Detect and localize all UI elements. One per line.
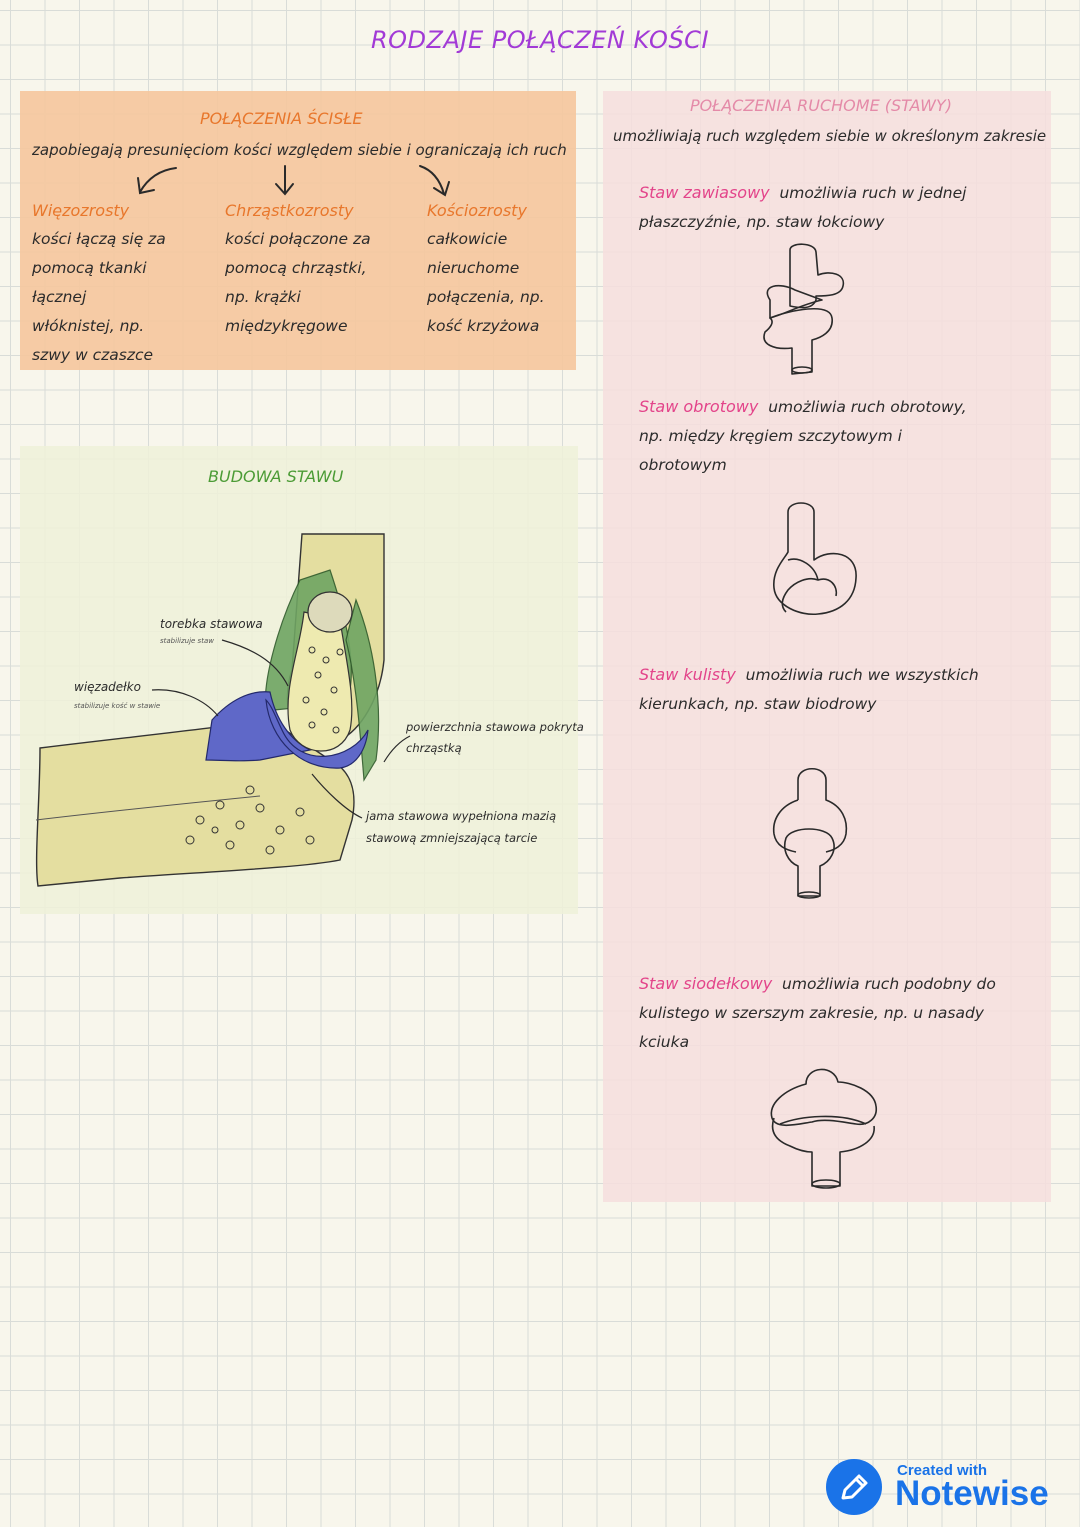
column-line: kości połączone za	[225, 230, 371, 248]
joint-name: Staw siodełkowy	[639, 974, 773, 993]
column-name: Chrząstkozrosty	[225, 201, 354, 220]
column-line: międzykręgowe	[225, 317, 348, 335]
joint-line: kierunkach, np. staw biodrowy	[639, 695, 877, 713]
fixed-joints-subtitle: zapobiegają presunięciom kości względem siebie i ograniczają ich ruch	[32, 141, 567, 159]
column-line: pomocą chrząstki,	[225, 259, 367, 277]
column-name: Więzozrosty	[32, 201, 130, 220]
joint-line: umożliwia ruch obrotowy,	[768, 398, 967, 416]
joint-line: umożliwia ruch w jednej	[779, 184, 967, 202]
movable-joints-subtitle: umożliwiają ruch względem siebie w określonym zakresie	[613, 127, 1047, 145]
label-surface-2: chrząstką	[406, 741, 462, 755]
joint-line: obrotowym	[639, 456, 727, 474]
label-ligament: więzadełko	[74, 680, 141, 694]
label-capsule-sub: stabilizuje staw	[160, 637, 214, 645]
column-line: pomocą tkanki	[32, 259, 147, 277]
joint-structure-heading: BUDOWA STAWU	[208, 467, 344, 486]
marrow-cavity-shape	[308, 592, 352, 632]
joint-line: np. między kręgiem szczytowym i	[639, 427, 902, 445]
label-cavity-2: stawową zmniejszającą tarcie	[366, 831, 538, 845]
column-line: połączenia, np.	[427, 288, 545, 306]
label-surface: powierzchnia stawowa pokryta	[406, 720, 584, 734]
column-name: Kościozrosty	[427, 201, 527, 220]
joint-line: płaszczyźnie, np. staw łokciowy	[639, 213, 885, 231]
label-capsule: torebka stawowa	[160, 617, 263, 631]
column-line: np. krążki	[225, 288, 301, 306]
joint-line: umożliwia ruch we wszystkich	[745, 666, 979, 684]
joint-name: Staw zawiasowy	[639, 183, 770, 202]
column-line: nieruchome	[427, 259, 520, 277]
column-line: kość krzyżowa	[427, 317, 540, 335]
column-line: łącznej	[32, 288, 87, 306]
column-line: włóknistej, np.	[32, 317, 145, 335]
brand-notewise: Notewise	[895, 1474, 1049, 1513]
fixed-joints-heading: POŁĄCZENIA ŚCISŁE	[200, 109, 363, 128]
column-line: kości łączą się za	[32, 230, 166, 248]
label-cavity: jama stawowa wypełniona mazią	[366, 809, 557, 823]
column-line: całkowicie	[427, 230, 508, 248]
movable-joints-heading: POŁĄCZENIA RUCHOME (STAWY)	[690, 96, 952, 115]
leader-line	[152, 690, 218, 716]
joint-line: kciuka	[639, 1033, 690, 1051]
joint-name: Staw obrotowy	[639, 397, 759, 416]
joint-line: kulistego w szerszym zakresie, np. u nasady	[639, 1004, 984, 1022]
page-title: RODZAJE POŁĄCZEŃ KOŚCI	[370, 26, 710, 54]
joint-line: umożliwia ruch podobny do	[782, 975, 996, 993]
label-ligament-sub: stabilizuje kość w stawie	[74, 702, 161, 710]
column-line: szwy w czaszce	[32, 346, 154, 364]
brand-created-with: Created with	[897, 1462, 988, 1479]
joint-name: Staw kulisty	[639, 665, 736, 684]
notewise-logo-icon	[825, 1458, 883, 1516]
